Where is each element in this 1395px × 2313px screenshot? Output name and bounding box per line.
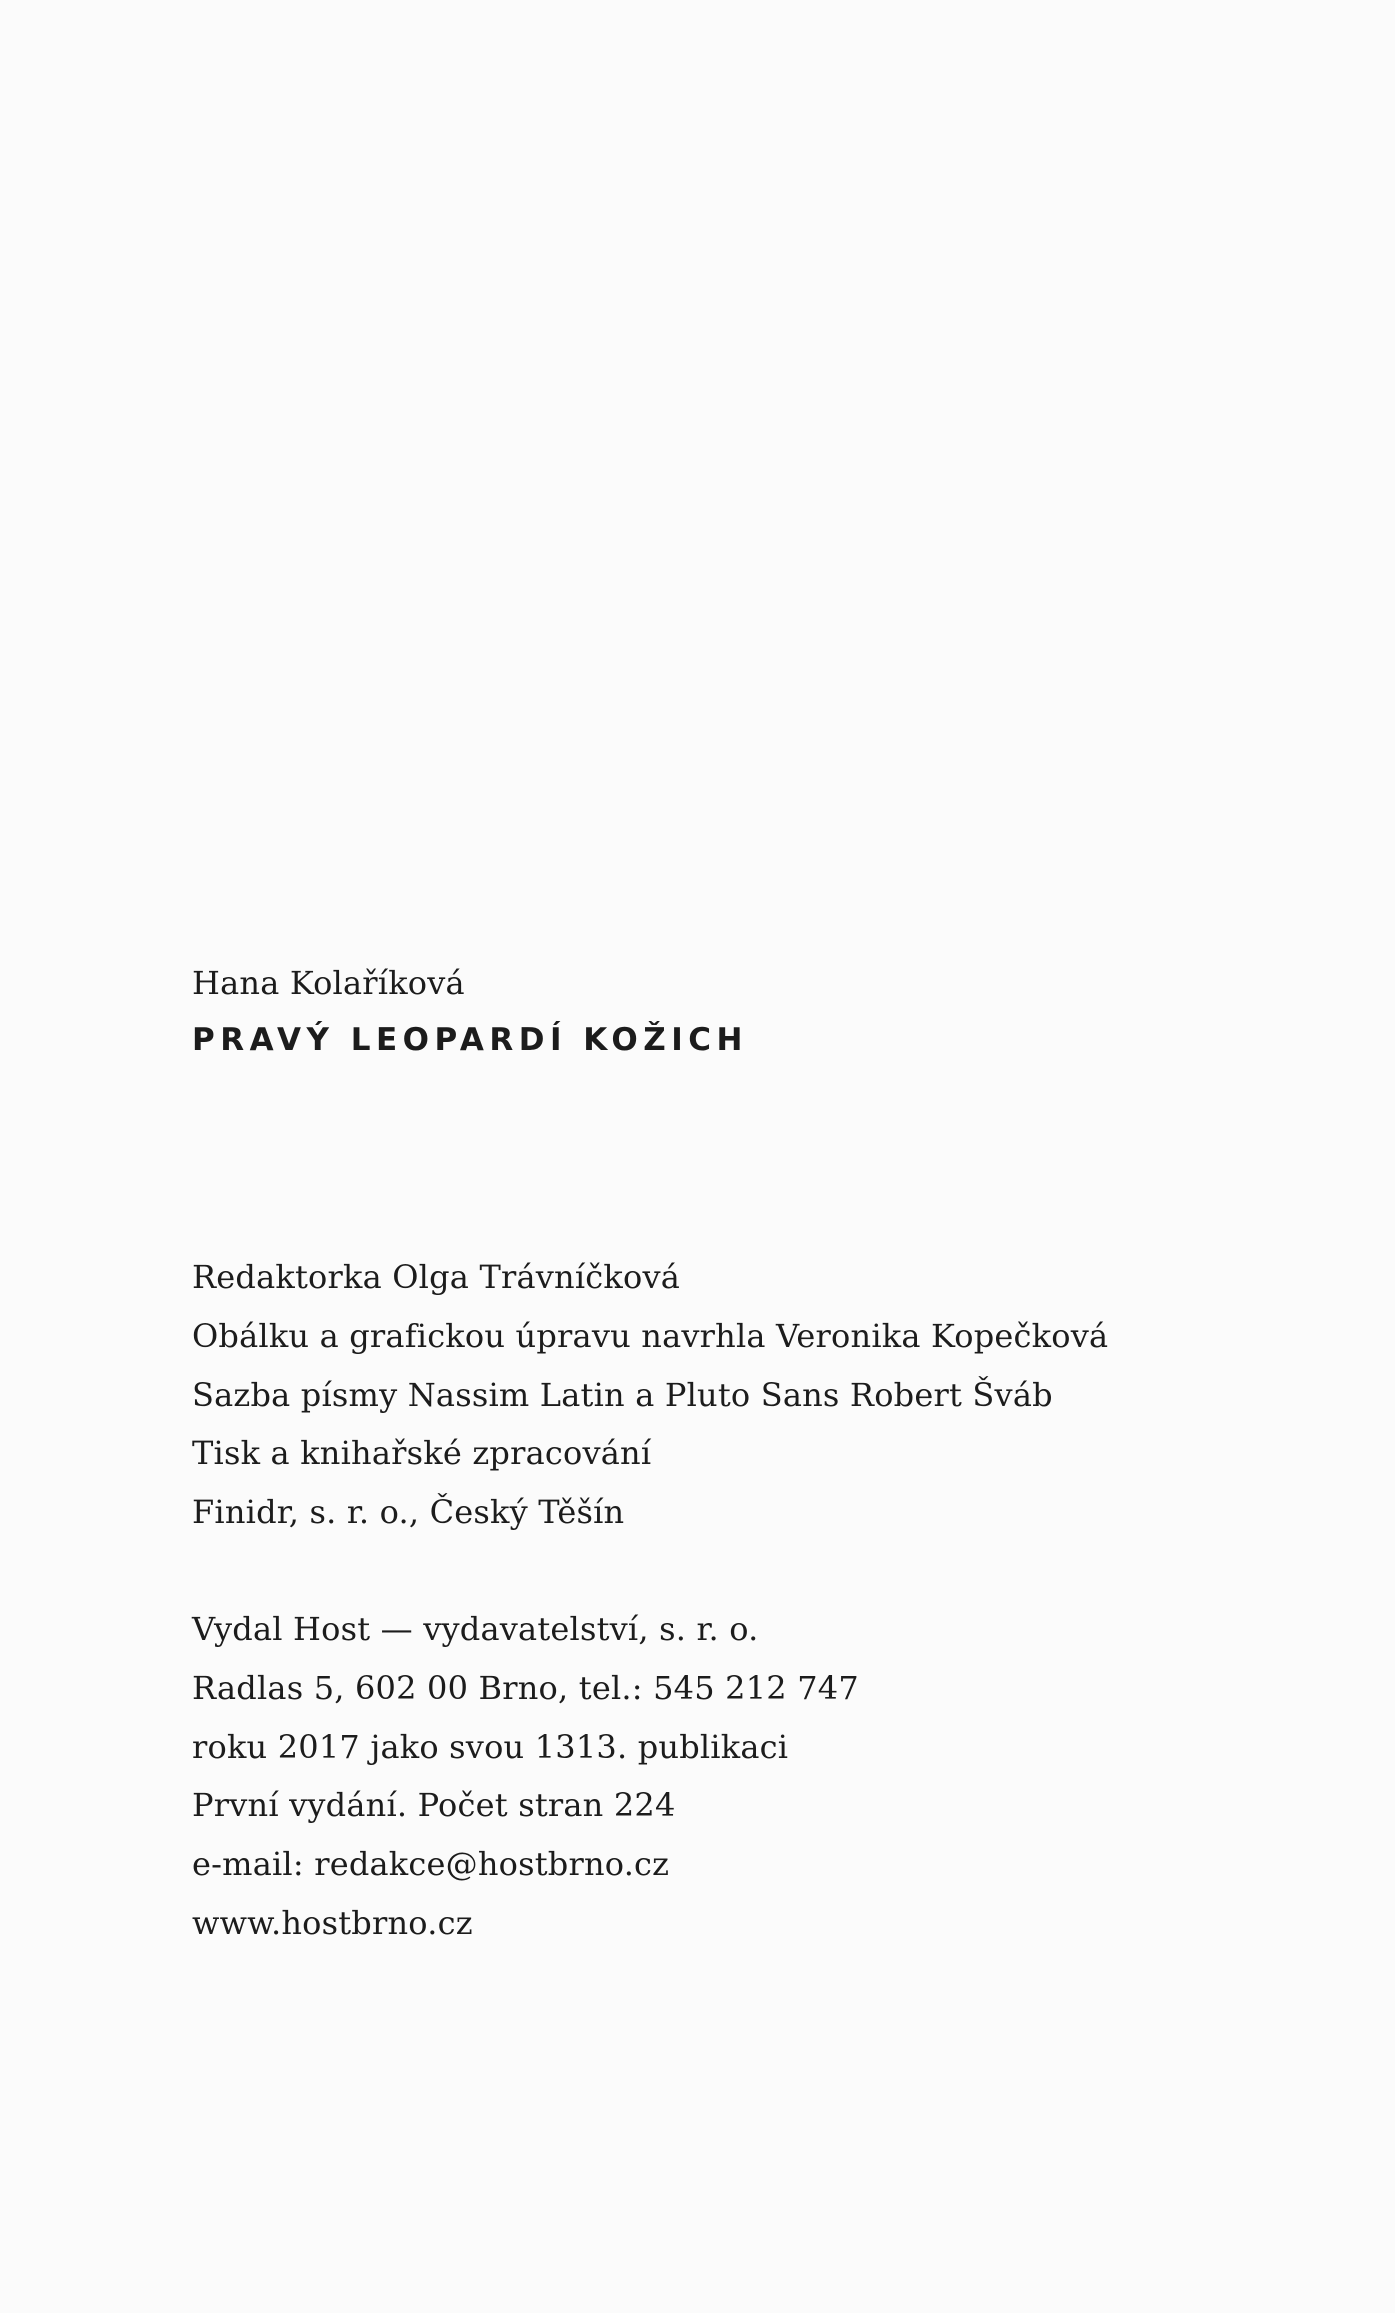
book-title: PRAVÝ LEOPARDÍ KOŽICH (192, 1022, 748, 1058)
credit-printing-label: Tisk a knihařské zpracování (192, 1434, 652, 1473)
credit-printer: Finidr, s. r. o., Český Těšín (192, 1493, 625, 1532)
publisher-name: Vydal Host — vydavatelství, s. r. o. (192, 1610, 759, 1648)
edition-info: První vydání. Počet stran 224 (192, 1786, 676, 1825)
publisher-address: Radlas 5, 602 00 Brno, tel.: 545 212 747 (192, 1668, 859, 1707)
credit-editor: Redaktorka Olga Trávníčková (192, 1258, 681, 1296)
credit-typesetting: Sazba písmy Nassim Latin a Pluto Sans Robert Šváb (192, 1375, 1053, 1414)
author-name: Hana Kolaříková (192, 964, 465, 1002)
publisher-email: e-mail: redakce@hostbrno.cz (192, 1845, 670, 1884)
publisher-website: www.hostbrno.cz (192, 1903, 473, 1942)
credits-block (192, 1248, 1108, 1542)
credit-cover-design: Obálku a grafickou úpravu navrhla Veronika Kopečková (192, 1316, 1109, 1355)
publication-number: roku 2017 jako svou 1313. publikaci (192, 1727, 789, 1766)
publisher-block (192, 1600, 859, 1953)
